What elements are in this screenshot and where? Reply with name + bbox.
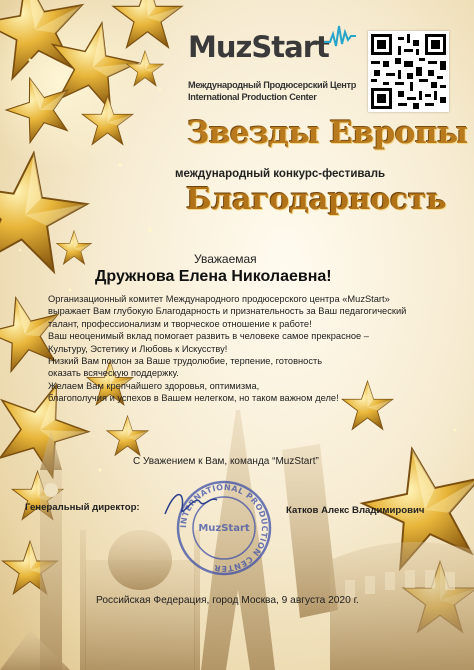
brand-subtitle-ru: Международный Продюсерский Центр xyxy=(188,80,357,90)
sound-wave-icon xyxy=(324,20,364,50)
director-signature xyxy=(160,484,220,524)
festival-subtitle: международный конкурс-фестиваль xyxy=(175,168,386,180)
recipient-name: Дружнова Елена Николаевна! xyxy=(95,268,332,285)
star-icon xyxy=(57,231,92,264)
svg-text:MuzStart: MuzStart xyxy=(198,523,250,534)
body-line: благополучия и успехов в Вашем нелегком, но таком важном деле! xyxy=(48,393,339,404)
brand-name: MuzStart xyxy=(188,30,329,64)
certificate-type: Благодарность xyxy=(186,182,447,217)
body-line: Организационный комитет Международного продюсерского центра «MuzStart» xyxy=(48,294,390,304)
body-line: Желаем Вам крепчайшего здоровья, оптимизма, xyxy=(48,380,260,391)
colosseum xyxy=(330,542,474,670)
body-line: Культуру, Эстетику и Любовь к Искусству! xyxy=(48,343,228,354)
body-line: Ваш неоценимый вклад помогает развить в человеке самое прекрасное – xyxy=(48,331,369,342)
salutation: Уважаемая xyxy=(194,252,257,266)
leaning-tower xyxy=(282,444,338,618)
brand-subtitle-en: International Production Center xyxy=(188,92,317,102)
closing-line: С Уважением к Вам, команда “MuzStart” xyxy=(133,456,319,467)
big-ben xyxy=(40,430,62,670)
qr-code-icon[interactable] xyxy=(368,31,449,112)
place-and-date: Российская Федерация, город Москва, 9 августа 2020 г. xyxy=(96,595,359,606)
body-line: Низкий Вам поклон за Ваше трудолюбие, терпение, готовность xyxy=(48,356,323,367)
body-line: талант, профессионализм и творческое отношение к работе! xyxy=(48,318,312,329)
certificate-body xyxy=(48,293,458,405)
body-line: оказать всяческую поддержку. xyxy=(48,368,179,379)
body-line: выражает Вам глубокую Благодарность и признательность за Ваш педагогический xyxy=(48,306,407,317)
director-name: Катков Алекс Владимирович xyxy=(286,505,425,516)
director-label: Генеральный директор: xyxy=(25,502,140,513)
festival-title: Звезды Европы xyxy=(187,115,468,151)
brand-logo xyxy=(188,30,358,110)
svg-text:INTERNATIONAL PRODUCTION CENTE: INTERNATIONAL PRODUCTION CENTER xyxy=(178,482,270,574)
